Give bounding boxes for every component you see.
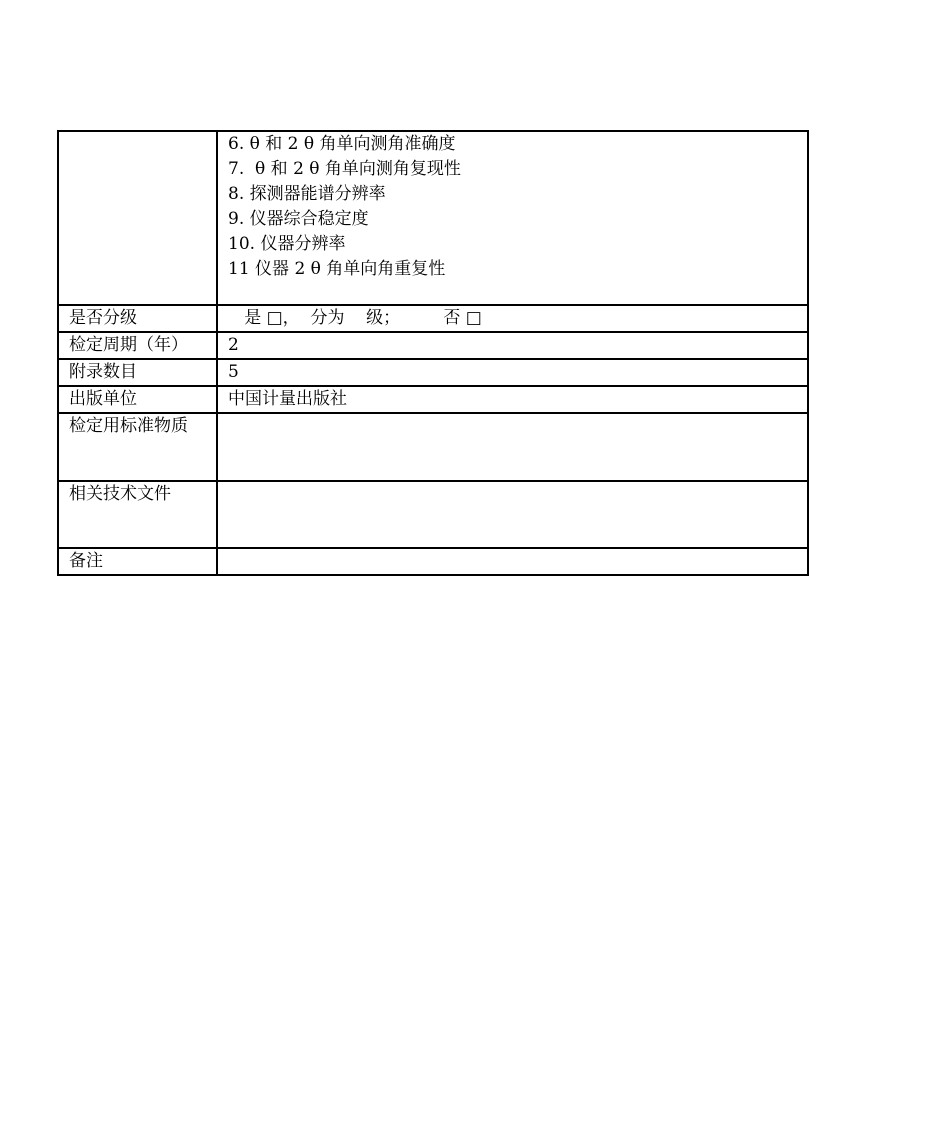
verification-items-list: [228, 132, 797, 282]
table-row: [58, 305, 808, 332]
reference-materials-label: 检定用标准物质: [58, 413, 217, 481]
related-documents-label: 相关技术文件: [58, 481, 217, 548]
notes-label: 备注: [58, 548, 217, 575]
table-row: [58, 359, 808, 386]
table-row: [58, 131, 808, 305]
table-row: [58, 332, 808, 359]
table-row: [58, 548, 808, 575]
list-item: 9. 仪器综合稳定度: [228, 209, 369, 229]
list-item: 7. θ 和 2 θ 角单向测角复现性: [228, 159, 461, 179]
empty-label-cell: [58, 131, 217, 305]
reference-materials-value: [217, 413, 808, 481]
table-row: [58, 413, 808, 481]
table-row: [58, 481, 808, 548]
appendix-value: 5: [217, 359, 808, 386]
period-label: 检定周期（年）: [58, 332, 217, 359]
publisher-label: 出版单位: [58, 386, 217, 413]
list-item: 10. 仪器分辨率: [228, 234, 346, 254]
period-value: 2: [217, 332, 808, 359]
notes-value: [217, 548, 808, 575]
list-item: 11 仪器 2 θ 角单向角重复性: [228, 259, 446, 279]
list-item: 6. θ 和 2 θ 角单向测角准确度: [228, 134, 456, 154]
publisher-value: 中国计量出版社: [217, 386, 808, 413]
table-row: [58, 386, 808, 413]
verification-info-table: [57, 130, 809, 576]
items-cell: [217, 131, 808, 305]
list-item: 8. 探测器能谱分辨率: [228, 184, 386, 204]
grading-label: 是否分级: [58, 305, 217, 332]
appendix-label: 附录数目: [58, 359, 217, 386]
related-documents-value: [217, 481, 808, 548]
grading-value: 是 □， 分为 级； 否 □: [217, 305, 808, 332]
